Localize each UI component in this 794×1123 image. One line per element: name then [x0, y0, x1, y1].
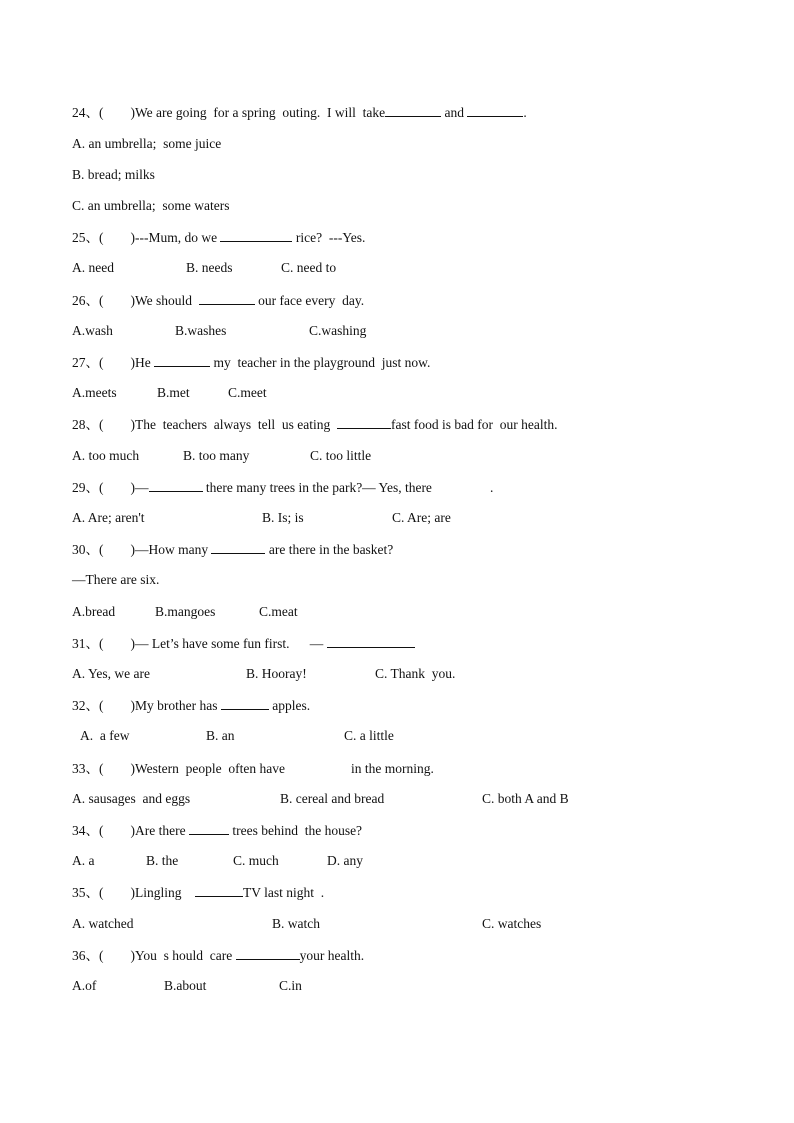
question-33-stem: 33、( )Western people often have in the morning.: [72, 761, 434, 776]
question-25-option-b[interactable]: B. needs: [186, 260, 233, 275]
question-28-option-a[interactable]: A. too much: [72, 448, 140, 463]
question-27-option-a[interactable]: A.meets: [72, 385, 117, 400]
question-30-answer-line: —There are six.: [72, 572, 160, 587]
question-29-stem: 29、( )— there many trees in the park?— Yes, there .: [72, 480, 494, 495]
question-36-option-c[interactable]: C.in: [279, 978, 302, 993]
question-33-option-b[interactable]: B. cereal and bread: [280, 791, 385, 806]
question-28-option-b[interactable]: B. too many: [183, 448, 250, 463]
answer-blank[interactable]: [285, 760, 351, 773]
question-26-option-c[interactable]: C.washing: [309, 323, 367, 338]
question-36-stem: 36、( )You s hould care your health.: [72, 948, 365, 963]
answer-blank[interactable]: [337, 416, 391, 429]
question-26-stem: 26、( )We should our face every day.: [72, 293, 365, 308]
question-35-option-b[interactable]: B. watch: [272, 916, 320, 931]
answer-blank[interactable]: [149, 479, 203, 492]
answer-blank[interactable]: [327, 635, 415, 648]
question-32-stem: 32、( )My brother has apples.: [72, 698, 311, 713]
question-31-option-b[interactable]: B. Hooray!: [246, 666, 307, 681]
question-30-option-c[interactable]: C.meat: [259, 604, 298, 619]
question-35-stem: 35、( )Lingling TV last night .: [72, 885, 325, 900]
question-25-option-c[interactable]: C. need to: [281, 260, 337, 275]
question-24-stem: 24、( )We are going for a spring outing. I will take and .: [72, 105, 527, 120]
answer-blank[interactable]: [236, 947, 300, 960]
answer-blank[interactable]: [467, 104, 523, 117]
answer-blank[interactable]: [195, 884, 243, 897]
answer-blank[interactable]: [220, 229, 292, 242]
question-32-option-b[interactable]: B. an: [206, 728, 235, 743]
answer-blank[interactable]: [385, 104, 441, 117]
answer-blank[interactable]: [154, 354, 210, 367]
question-30-option-b[interactable]: B.mangoes: [155, 604, 216, 619]
question-34-option-d[interactable]: D. any: [327, 853, 363, 868]
question-29-option-a[interactable]: A. Are; aren't: [72, 510, 145, 525]
question-35-option-a[interactable]: A. watched: [72, 916, 134, 931]
question-35-option-c[interactable]: C. watches: [482, 916, 542, 931]
question-25-stem: 25、( )---Mum, do we rice? ---Yes.: [72, 230, 366, 245]
question-27-option-c[interactable]: C.meet: [228, 385, 267, 400]
question-33-option-a[interactable]: A. sausages and eggs: [72, 791, 191, 806]
answer-blank[interactable]: [199, 292, 255, 305]
question-34-option-c[interactable]: C. much: [233, 853, 279, 868]
question-26-option-b[interactable]: B.washes: [175, 323, 227, 338]
question-36-option-b[interactable]: B.about: [164, 978, 207, 993]
question-31-stem: 31、( )— Let’s have some fun first. —: [72, 635, 415, 652]
answer-blank[interactable]: [211, 541, 265, 554]
question-34-option-a[interactable]: A. a: [72, 853, 95, 868]
question-24-option-a[interactable]: A. an umbrella; some juice: [72, 136, 222, 151]
question-34-option-b[interactable]: B. the: [146, 853, 179, 868]
question-27-option-b[interactable]: B.met: [157, 385, 190, 400]
question-24-option-b[interactable]: B. bread; milks: [72, 167, 155, 182]
question-28-option-c[interactable]: C. too little: [310, 448, 372, 463]
question-26-option-a[interactable]: A.wash: [72, 323, 113, 338]
question-30-stem: 30、( )—How many are there in the basket?: [72, 542, 394, 557]
question-36-option-a[interactable]: A.of: [72, 978, 97, 993]
question-28-stem: 28、( )The teachers always tell us eating fast food is bad for our health.: [72, 417, 558, 432]
question-29-option-b[interactable]: B. Is; is: [262, 510, 304, 525]
question-32-option-c[interactable]: C. a little: [344, 728, 394, 743]
question-24-option-c[interactable]: C. an umbrella; some waters: [72, 198, 230, 213]
question-27-stem: 27、( )He my teacher in the playground just now.: [72, 355, 431, 370]
question-32-option-a[interactable]: A. a few: [80, 728, 130, 743]
question-31-option-c[interactable]: C. Thank you.: [375, 666, 456, 681]
question-33-option-c[interactable]: C. both A and B: [482, 791, 569, 806]
answer-blank[interactable]: [432, 479, 490, 492]
question-29-option-c[interactable]: C. Are; are: [392, 510, 451, 525]
answer-blank[interactable]: [189, 822, 229, 835]
answer-blank[interactable]: [221, 697, 269, 710]
question-31-option-a[interactable]: A. Yes, we are: [72, 666, 150, 681]
question-34-stem: 34、( )Are there trees behind the house?: [72, 823, 363, 838]
question-25-option-a[interactable]: A. need: [72, 260, 114, 275]
question-30-option-a[interactable]: A.bread: [72, 604, 116, 619]
